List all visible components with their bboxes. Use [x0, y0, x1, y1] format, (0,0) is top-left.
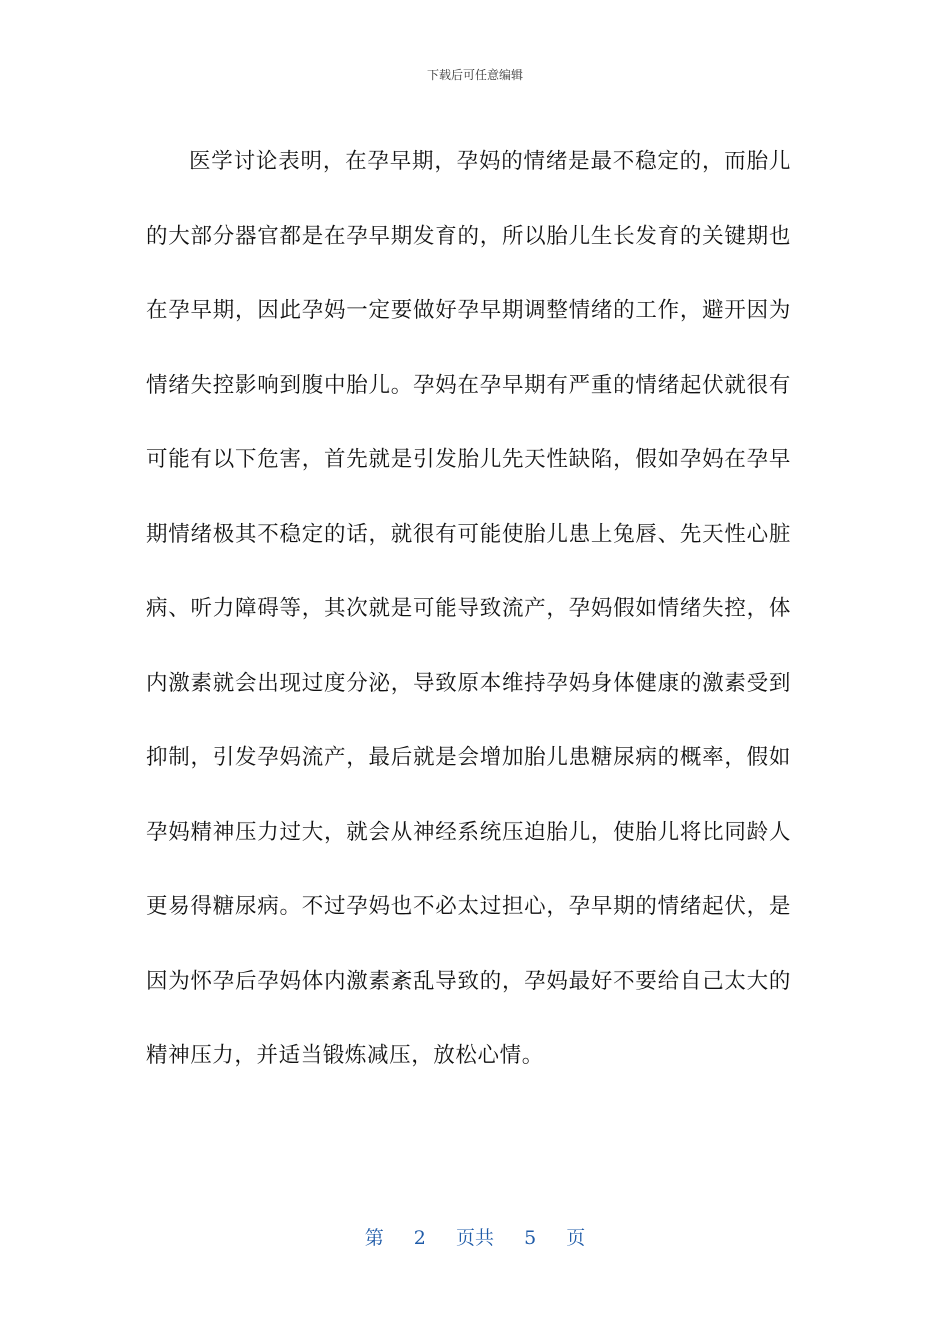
- footer-current-page: 2: [413, 1227, 426, 1249]
- footer-suffix: 页: [566, 1227, 586, 1249]
- page-header-note: 下载后可任意编辑: [426, 68, 523, 82]
- page-footer: [0, 1225, 950, 1251]
- body-paragraph: 医学讨论表明，在孕早期，孕妈的情绪是最不稳定的，而胎儿的大部分器官都是在孕早期发育的，所以胎儿生长发育的关键期也在孕早期，因此孕妈一定要做好孕早期调整情绪的工作，避开因为情绪失控影响到腹中胎儿。孕妈在孕早期有严重的情绪起伏就很有可能有以下危害，首先就是引发胎儿先天性缺陷，假如孕妈在孕早期情绪极其不稳定的话，就很有可能使胎儿患上兔唇、先天性心脏病、听力障碍等，其次就是可能导致流产，孕妈假如情绪失控，体内激素就会出现过度分泌，导致原本维持孕妈身体健康的激素受到抑制，引发孕妈流产，最后就是会增加胎儿患糖尿病的概率，假如孕妈精神压力过大，就会从神经系统压迫胎儿，使胎儿将比同龄人更易得糖尿病。不过孕妈也不必太过担心，孕早期的情绪起伏，是因为怀孕后孕妈体内激素紊乱导致的，孕妈最好不要给自己太大的精神压力，并适当锻炼减压，放松心情。: [146, 149, 791, 1068]
- footer-prefix: 第: [364, 1227, 384, 1249]
- footer-middle: 页共: [455, 1227, 494, 1249]
- footer-total-pages: 5: [524, 1227, 537, 1249]
